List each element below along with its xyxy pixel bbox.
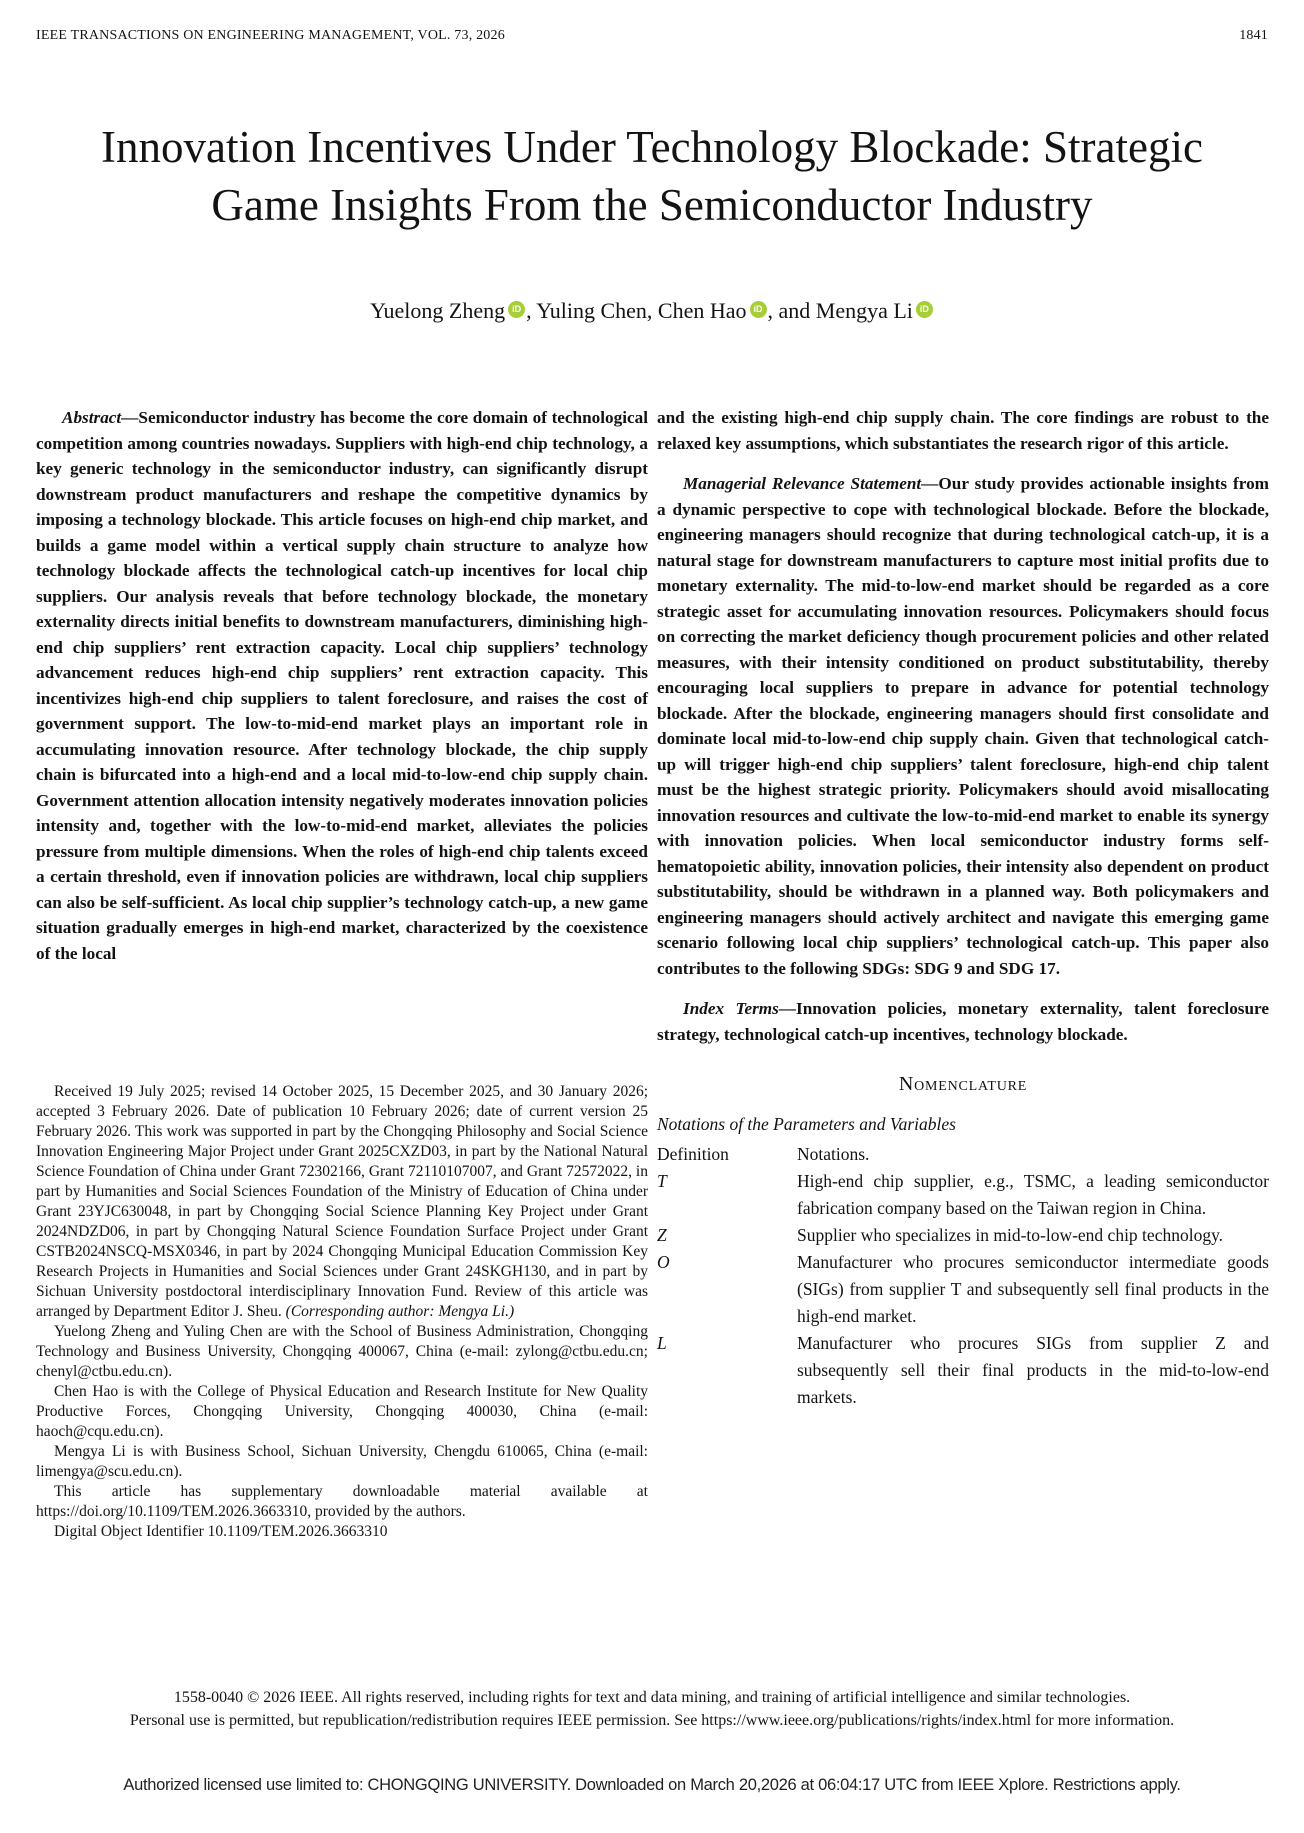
nomenclature-subheading: Notations of the Parameters and Variables [657, 1114, 956, 1134]
nomenclature-term: Definition [657, 1144, 729, 1164]
authors-line [0, 298, 1304, 324]
nomenclature-definition: Supplier who specializes in mid-to-low-end chip technology. [797, 1225, 1224, 1245]
nomenclature-definition: Manufacturer who procures SIGs from supplier Z and subsequently sell their final products in the mid-to-low-end markets. [797, 1333, 1269, 1407]
footnote-block [36, 1082, 648, 1542]
running-head [36, 28, 1268, 44]
paper-title: Innovation Incentives Under Technology Blockade: Strategic Game Insights From the Semiconductor Industry [101, 122, 1203, 231]
footnote-paragraph: Yuelong Zheng and Yuling Chen are with the School of Business Administration, Chongqing Technology and Business University, Chongqing 400067, China (e-mail: zylong@ctbu.edu.cn; chenyl@ctbu.edu.cn). [36, 1323, 648, 1380]
nomenclature-term: O [657, 1252, 670, 1272]
copyright-line-1: 1558-0040 © 2026 IEEE. All rights reserved, including rights for text and data mining, and training of artificial intelligence and similar technologies. [173, 1689, 1131, 1706]
author-name: Yuling Chen [536, 298, 647, 323]
index-terms-lead: Index Terms— [683, 999, 797, 1018]
nomenclature-definition: Notations. [797, 1144, 870, 1164]
managerial-text: Our study provides actionable insights from a dynamic perspective to cope with technological blockade. Before the blockade, engineering managers should recognize that during technological catch-up, it is a natural stage for downstream manufacturers to capture most initial profits due to monetary externality. The mid-to-low-end market should be regarded as a core strategic asset for accumulating innovation resources. Policymakers should focus on correcting the market deficiency though procurement policies and other related measures, with their intensity conditioned on product substitutability, thereby encouraging local suppliers to prepare in advance for potential technology blockade. After the blockade, engineering managers should first consolidate and dominate local mid-to-low-end chip supply chain. Given that technological catch-up will trigger high-end chip suppliers’ talent foreclosure, high-end chip talent must be the highest strategic priority. Policymakers should avoid misallocating innovation resources and cultivate the low-to-mid-end market to enable its synergy with innovation policies. When local semiconductor industry forms self-hematopoietic ability, innovation policies, their intensity also dependent on product substitutability, should be withdrawn in a planned way. Both policymakers and engineering managers should actively architect and navigate this emerging game scenario following local chip suppliers’ technological catch-up. This paper also contributes to the following SDGs: SDG 9 and SDG 17. [657, 474, 1269, 978]
index-terms-paragraph [657, 996, 1269, 1047]
author-name: Mengya Li [815, 298, 913, 323]
footnote-paragraph: Received 19 July 2025; revised 14 October 2025, 15 December 2025, and 30 January 2026; accepted 3 February 2026. Date of publication 10 February 2026; date of current version 25 February 2026. This work was supported in part by the Chongqing Philosophy and Social Science Innovation Engineering Major Project under Grant 2025CXZD03, in part by the National Natural Science Foundation of China under Grant 72302166, Grant 72110107007, and Grant 72572022, in part by Humanities and Social Sciences Foundation of the Ministry of Education of China under Grant 23YJC630048, in part by Chongqing Social Science Planning Key Project under Grant 2024NDZD06, in part by Chongqing Natural Science Foundation Surface Project under Grant CSTB2024NSCQ-MSX0346, in part by 2024 Chongqing Municipal Education Commission Key Research Projects in Humanities and Social Sciences under Grant 24SKGH130, and in part by Sichuan University postdoctoral interdisciplinary Innovation Fund. Review of this article was arranged by Department Editor J. Sheu. (Corresponding author: Mengya Li.) [36, 1083, 648, 1320]
orcid-icon[interactable]: iD [750, 301, 767, 318]
managerial-paragraph [657, 471, 1269, 981]
right-column [657, 405, 1269, 1411]
orcid-icon[interactable]: iD [508, 301, 525, 318]
footnote-paragraph: Chen Hao is with the College of Physical Education and Research Institute for New Quality Productive Forces, Chongqing University, Chongqing 400030, China (e-mail: haoch@cqu.edu.cn). [36, 1383, 648, 1440]
managerial-lead: Managerial Relevance Statement— [683, 474, 939, 493]
copyright-line-2: Personal use is permitted, but republication/redistribution requires IEEE permission. See https://www.ieee.org/publications/rights/index.html for more information. [129, 1712, 1175, 1729]
corresponding-author-note: (Corresponding author: Mengya Li.) [285, 1303, 515, 1320]
abstract-lead: Abstract— [62, 408, 139, 427]
nomenclature-list [657, 1141, 1269, 1411]
download-license-line: Authorized licensed use limited to: CHONGQING UNIVERSITY. Downloaded on March 20,2026 at 06:04:17 UTC from IEEE Xplore. Restrictions apply. [123, 1776, 1181, 1794]
nomenclature-term: L [657, 1333, 667, 1353]
orcid-icon[interactable]: iD [916, 301, 933, 318]
abstract-text: Semiconductor industry has become the core domain of technological competition among countries nowadays. Suppliers with high-end chip technology, a key generic technology in the semiconductor industry, can significantly disrupt downstream product manufacturers and reshape the competitive dynamics by imposing a technology blockade. This article focuses on high-end chip market, and builds a game model within a vertical supply chain structure to analyze how technology blockade affects the technological catch-up incentives for local chip suppliers. Our analysis reveals that before technology blockade, the monetary externality directs initial benefits to downstream manufacturers, diminishing high-end chip suppliers’ rent extraction capacity. Local chip suppliers’ technology advancement reduces high-end chip suppliers’ rent extraction capacity. This incentivizes high-end chip suppliers to talent foreclosure, and raises the cost of government support. The low-to-mid-end market plays an important role in accumulating innovation resource. After technology blockade, the chip supply chain is bifurcated into a high-end and a local mid-to-low-end chip supply chain. Government attention allocation intensity negatively moderates innovation policies intensity and, together with the low-to-mid-end market, alleviates the policies pressure from multiple dimensions. When the roles of high-end chip talents exceed a certain threshold, even if innovation policies are withdrawn, local chip suppliers can also be self-sufficient. As local chip supplier’s technology catch-up, a new game situation gradually emerges in high-end market, characterized by the coexistence of the local [36, 408, 648, 963]
footnote-paragraph: Mengya Li is with Business School, Sichuan University, Chengdu 610065, China (e-mail: limengya@scu.edu.cn). [36, 1443, 648, 1480]
nomenclature-definition: High-end chip supplier, e.g., TSMC, a leading semiconductor fabrication company based on the Taiwan region in China. [797, 1171, 1269, 1218]
abstract-paragraph [36, 405, 648, 966]
footnote-paragraph: Digital Object Identifier 10.1109/TEM.2026.3663310 [54, 1523, 388, 1540]
author-name: Chen Hao [657, 298, 747, 323]
index-terms-text: Innovation policies, monetary externality, talent foreclosure strategy, technological catch-up incentives, technology blockade. [657, 999, 1269, 1044]
nomenclature-term: Z [657, 1225, 667, 1245]
nomenclature-definition: Manufacturer who procures semiconductor intermediate goods (SIGs) from supplier T and subsequently sell final products in the high-end market. [797, 1252, 1269, 1326]
journal-name: IEEE TRANSACTIONS ON ENGINEERING MANAGEMENT, VOL. 73, 2026 [36, 28, 505, 43]
author-name: Yuelong Zheng [370, 298, 506, 323]
footnote-paragraph: This article has supplementary downloadable material available at https://doi.org/10.1109/TEM.2026.3663310, provided by the authors. [36, 1483, 648, 1520]
page-number: 1841 [1239, 28, 1268, 43]
nomenclature-term: T [657, 1171, 667, 1191]
copyright-footer [0, 1686, 1304, 1732]
author-separator: , [526, 298, 537, 323]
left-column [36, 405, 648, 966]
author-separator: , [646, 298, 658, 323]
nomenclature-heading: Nomenclature [898, 1073, 1028, 1095]
abstract-continuation: and the existing high-end chip supply chain. The core findings are robust to the relaxed key assumptions, which substantiates the research rigor of this article. [657, 408, 1269, 453]
author-separator: , and [767, 298, 816, 323]
